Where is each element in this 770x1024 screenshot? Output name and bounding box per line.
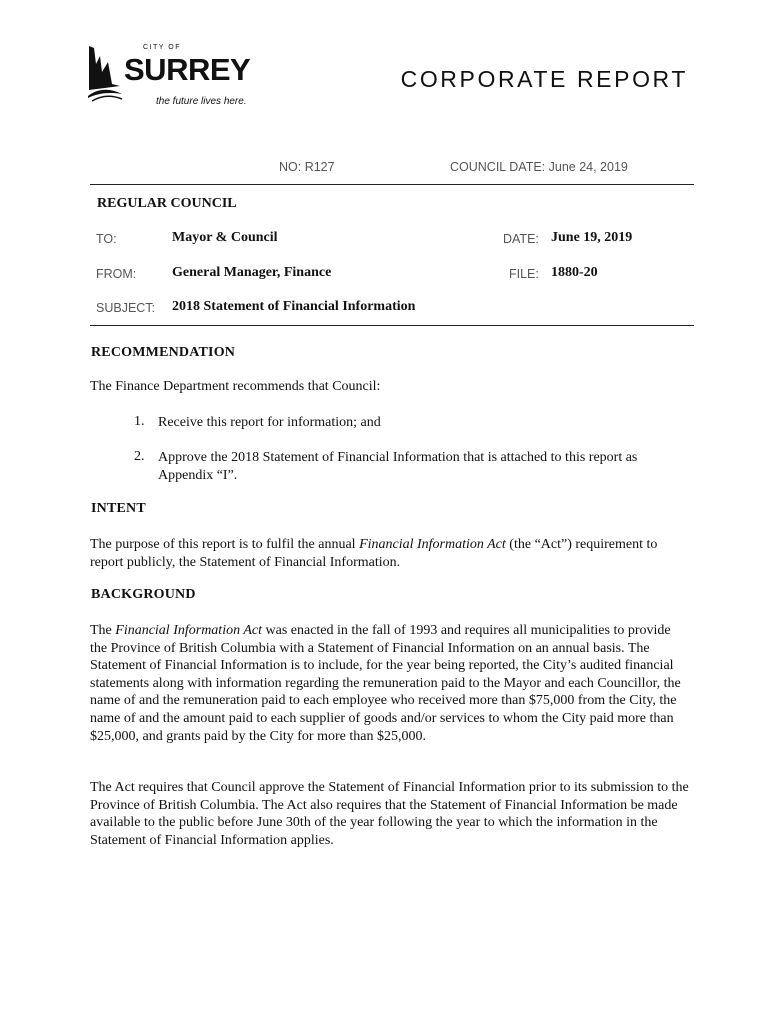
recommendation-heading: RECOMMENDATION [91,345,236,360]
logo-city-of: CITY OF [143,44,181,51]
background-paragraph-2: The Act requires that Council approve the Statement of Financial Information prior to its submission to the Province of British Columbia. The Act also requires that the Statement of Financial Information be made available to the public before June 30th of the year following the year to which the information in the Statement of Financial Information applies. [90,780,689,848]
background-paragraph-1: The Financial Information Act was enacted in the fall of 1993 and requires all municipalities to provide the Province of British Columbia with a Statement of Financial Information on an annual basis. The Statement of Financial Information is to include, for the year being reported, the City’s audited financial statements along with information regarding the remuneration paid to the Mayor and each Councillor, the name of and the remuneration paid to each employee who received more than $75,000 from the City, the name of and the amount paid to each supplier of goods and/or services to whom the City paid more than $25,000, and grants paid by the City for more than $25,000. [90,623,681,744]
header-bottom-rule [90,325,694,326]
recommendation-item-number: 1. [134,414,145,429]
act-name: Financial Information Act [359,537,506,552]
file-value: 1880-20 [551,265,598,280]
from-value: General Manager, Finance [172,265,332,280]
date-value: June 19, 2019 [551,230,633,245]
intent-paragraph: The purpose of this report is to fulfil the annual Financial Information Act (the “Act”) requirement to report publicly, the Statement of Financial Information. [90,537,658,570]
recommendation-item-number: 2. [134,449,145,464]
subject-label: SUBJECT: [96,301,156,315]
recommendation-item-text: Approve the 2018 Statement of Financial Information that is attached to this report as Appendix “I”. [158,450,638,483]
header-top-rule [90,184,694,185]
to-value: Mayor & Council [172,230,278,245]
city-of-surrey-logo [86,44,256,110]
report-title: CORPORATE REPORT [400,66,688,92]
report-number: NO: R127 [279,160,335,174]
from-label: FROM: [96,267,137,281]
logo-name: SURREY [124,52,251,87]
date-label: DATE: [503,232,539,246]
logo-tagline: the future lives here. [156,96,247,107]
to-label: TO: [96,232,117,246]
meeting-type: REGULAR COUNCIL [97,196,237,211]
council-date: COUNCIL DATE: June 24, 2019 [450,160,628,174]
file-label: FILE: [509,267,539,281]
recommendation-intro: The Finance Department recommends that Council: [90,379,381,394]
intent-heading: INTENT [91,501,146,516]
background-heading: BACKGROUND [91,587,196,602]
act-name: Financial Information Act [115,623,262,638]
recommendation-item-text: Receive this report for information; and [158,415,381,430]
subject-value: 2018 Statement of Financial Information [172,299,416,314]
